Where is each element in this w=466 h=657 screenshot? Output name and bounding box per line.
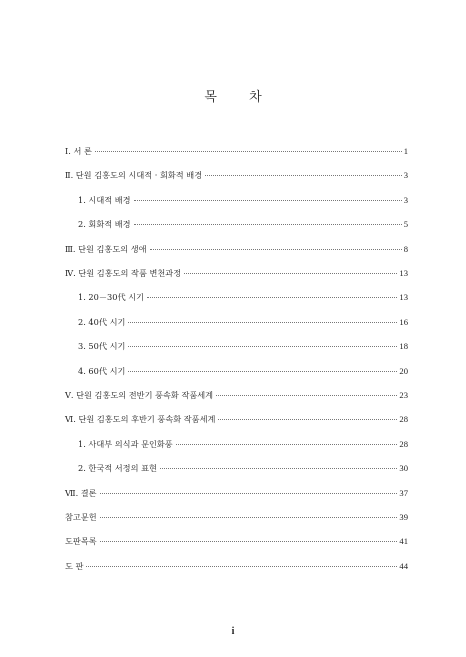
toc-entry-page: 5 xyxy=(403,219,408,230)
toc-entry-page: 28 xyxy=(399,438,408,449)
toc-entry[interactable] xyxy=(78,438,408,450)
toc-entry-label: Ⅶ. 결론 xyxy=(65,487,97,498)
dot-leader xyxy=(100,541,398,542)
dot-leader xyxy=(134,224,402,225)
toc-entry-page: 3 xyxy=(403,194,408,205)
toc-entry-page: 8 xyxy=(403,243,408,254)
dot-leader xyxy=(86,566,397,567)
toc-entry-page: 20 xyxy=(399,365,408,376)
toc-entry-label: 1. 사대부 의식과 문인화풍 xyxy=(78,438,173,449)
toc-entry-label: 4. 60代 시기 xyxy=(78,365,126,376)
toc-entry-label: Ⅵ. 단원 김홍도의 후반기 풍속화 작품세계 xyxy=(65,414,216,425)
toc-entry-page: 37 xyxy=(399,487,408,498)
toc-entry[interactable] xyxy=(65,535,408,547)
toc-entry-page: 39 xyxy=(399,512,408,522)
toc-entry[interactable] xyxy=(78,365,408,377)
toc-entry[interactable] xyxy=(65,267,408,279)
dot-leader xyxy=(176,444,398,445)
toc-entry[interactable] xyxy=(65,413,408,425)
toc-entry[interactable] xyxy=(78,218,408,230)
toc-entry-page: 16 xyxy=(399,316,408,327)
toc-entry-label: Ⅲ. 단원 김홍도의 생애 xyxy=(65,243,147,254)
dot-leader xyxy=(128,346,397,347)
dot-leader xyxy=(134,200,402,201)
toc-entry-label: 2. 40代 시기 xyxy=(78,316,126,327)
toc-entry-label: 1. 시대적 배경 xyxy=(78,194,131,205)
toc-entry-page: 41 xyxy=(399,536,408,547)
toc-entry[interactable] xyxy=(65,389,408,401)
toc-entry[interactable] xyxy=(78,340,408,352)
toc-entry-label: 도 판 xyxy=(65,560,84,571)
toc-entry-page: 18 xyxy=(399,341,408,352)
toc-entry-label: 도판목록 xyxy=(65,536,97,547)
toc-entry[interactable] xyxy=(78,462,408,474)
toc-entry[interactable] xyxy=(65,169,408,181)
dot-leader xyxy=(218,419,397,420)
toc-entry-label: 2. 회화적 배경 xyxy=(78,219,131,230)
toc-entry-page: 44 xyxy=(399,560,408,571)
dot-leader xyxy=(184,273,397,274)
toc-entry-label: 참고문헌 xyxy=(65,512,97,522)
toc-entry[interactable] xyxy=(65,487,408,499)
dot-leader xyxy=(128,371,397,372)
dot-leader xyxy=(95,151,402,152)
toc-entry[interactable] xyxy=(65,511,408,523)
dot-leader xyxy=(160,468,398,469)
toc-entry-label: Ⅴ. 단원 김홍도의 전반기 풍속화 작품세계 xyxy=(65,390,214,400)
toc-entry-label: 3. 50代 시기 xyxy=(78,341,126,352)
toc-entry-label: Ⅰ. 서 론 xyxy=(65,146,92,156)
toc-entry-label: Ⅱ. 단원 김홍도의 시대적 · 회화적 배경 xyxy=(65,170,203,181)
toc-entry-page: 3 xyxy=(403,170,408,181)
toc-entry[interactable] xyxy=(78,291,408,303)
dot-leader xyxy=(216,395,397,396)
toc-entry-page: 28 xyxy=(399,414,408,425)
toc-entry-page: 13 xyxy=(399,268,408,278)
page-number: i xyxy=(231,626,235,637)
toc-title: 목 차 xyxy=(204,90,276,105)
toc-entry[interactable] xyxy=(65,145,408,157)
toc-entry-page: 13 xyxy=(399,292,408,303)
toc-entry[interactable] xyxy=(78,194,408,206)
toc-entry-page: 23 xyxy=(399,390,408,400)
dot-leader xyxy=(147,297,397,298)
dot-leader xyxy=(150,249,402,250)
dot-leader xyxy=(128,322,397,323)
toc-entry-page: 30 xyxy=(399,463,408,474)
toc-entry[interactable] xyxy=(65,560,408,572)
dot-leader xyxy=(205,175,402,176)
toc-entry-label: Ⅳ. 단원 김홍도의 작품 변천과정 xyxy=(65,268,182,278)
dot-leader xyxy=(100,493,398,494)
toc-entry[interactable] xyxy=(65,243,408,255)
toc-entry-page: 1 xyxy=(403,146,408,156)
toc-entry-label: 1. 20－30代 시기 xyxy=(78,292,145,303)
dot-leader xyxy=(100,517,398,518)
toc-entry[interactable] xyxy=(78,316,408,328)
toc-entry-label: 2. 한국적 서정의 표현 xyxy=(78,463,157,474)
